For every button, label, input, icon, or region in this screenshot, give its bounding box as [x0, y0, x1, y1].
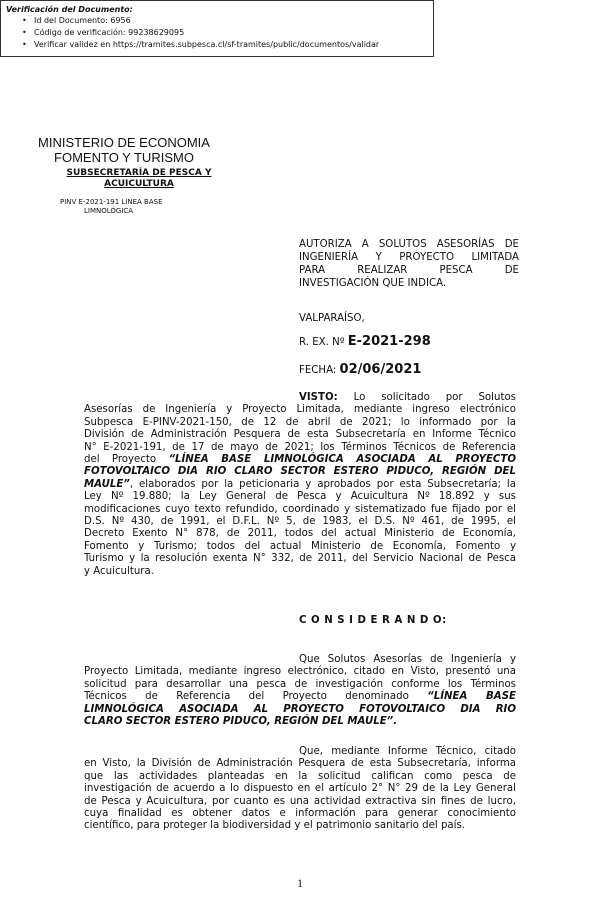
subject-line-1: AUTORIZA A SOLUTOS ASESORÍAS DE	[299, 239, 519, 250]
visto-paragraph	[84, 392, 516, 578]
considerando-line: Que Solutos Asesorías de Ingeniería y	[299, 654, 516, 665]
visto-line: MAULE”, elaborados por la peticionaria y aprobados por esta Subsecretaría; la	[84, 478, 516, 490]
resolution-label: R. EX. Nº	[299, 337, 345, 348]
ministry-line-2: FOMENTO Y TURISMO	[54, 150, 194, 165]
visto-line: y Acuicultura.	[84, 565, 154, 577]
reference-line-1: PINV E-2021-191 LÍNEA BASE	[60, 198, 163, 206]
verification-title: Verificación del Documento:	[6, 5, 133, 14]
considerando-heading: C O N S I D E R A N D O:	[299, 615, 447, 626]
date-value: 02/06/2021	[339, 362, 422, 377]
resolution-value: E-2021-298	[347, 334, 431, 349]
project-title: LIMNOLÓGICA ASOCIADA AL PROYECTO FOTOVOLTAICO DIA RIO	[84, 703, 516, 715]
visto-line: VISTO: Lo solicitado por Solutos	[299, 392, 516, 403]
page-number: 1	[297, 876, 303, 890]
visto-line: del Proyecto “LÍNEA BASE LIMNOLÓGICA ASOCIADA AL PROYECTO	[84, 454, 516, 466]
considerando-paragraph-2	[84, 746, 516, 833]
ministry-name	[24, 135, 224, 165]
subsecretaria-line-2: ACUICULTURA	[104, 179, 174, 189]
verification-url[interactable]: • Verificar validez en https://tramites.subpesca.cl/sf-tramites/public/documentos/validar	[22, 39, 379, 51]
visto-line: Decreto Exento N° 878, de 2011, todos del actual Ministerio de Economía,	[84, 528, 516, 540]
considerando-line: científico, para proteger la biodiversidad y el patrimonio sanitario del país.	[84, 820, 466, 832]
verification-list	[22, 15, 379, 51]
visto-line: Fomento y Turismo; todos del actual Ministerio de Economía, Fomento y	[84, 540, 516, 552]
project-title: CLARO SECTOR ESTERO PIDUCO, REGIÓN DEL MAULE”.	[84, 716, 398, 728]
subject-line-3: PARA REALIZAR PESCA DE	[299, 265, 519, 276]
verification-code: • Código de verificación: 99238629095	[22, 27, 379, 39]
visto-line: N° E-2021-191, de 17 de mayo de 2021; los Términos Técnicos de Referencia	[84, 441, 516, 453]
considerando-line: solicitud para desarrollar una pesca de investigación conforme los Términos	[84, 678, 516, 690]
considerando-line: investigación de acuerdo a lo dispuesto en el artículo 2° N° 29 de la Ley General	[84, 783, 516, 795]
considerando-line: Técnicos de Referencia del Proyecto denominado “LÍNEA BASE	[84, 691, 516, 703]
considerando-line: en Visto, la División de Administración Pesquera de esta Subsecretaría, informa	[84, 758, 516, 770]
considerando-paragraph-1	[84, 654, 516, 728]
subject-line-2: INGENIERÍA Y PROYECTO LIMITADA	[299, 252, 519, 263]
reference-line-2: LIMNOLÓGICA	[84, 207, 134, 215]
place: VALPARAÍSO,	[299, 313, 365, 324]
resolution-number	[299, 336, 431, 349]
project-title: “LÍNEA BASE	[427, 691, 516, 703]
considerando-line: de Pesca y Acuicultura, por cuanto es una actividad extractiva sin fines de lucro,	[84, 795, 516, 807]
subsecretaria-line-1: SUBSECRETARÍA DE PESCA Y	[66, 168, 212, 178]
resolution-date	[299, 364, 421, 377]
project-title: “LÍNEA BASE LIMNOLÓGICA ASOCIADA AL PROYECTO	[168, 454, 516, 466]
visto-line: Subpesca E-PINV-2021-150, de 12 de abril de 2021; lo informado por la	[84, 416, 516, 428]
visto-line: Asesorías de Ingeniería y Proyecto Limitada, mediante ingreso electrónico	[84, 404, 516, 416]
date-label: FECHA:	[299, 365, 337, 376]
visto-line: modificaciones cuyo texto refundido, coordinado y sistematizado fue fijado por el	[84, 503, 516, 515]
verification-document-id: • Id del Documento: 6956	[22, 15, 379, 27]
project-title: FOTOVOLTAICO DIA RIO CLARO SECTOR ESTERO PIDUCO, REGIÓN DEL	[84, 466, 516, 478]
reference-code	[60, 198, 240, 216]
visto-line: Ley Nº 19.880; la Ley General de Pesca y Acuicultura Nº 18.892 y sus	[84, 491, 516, 503]
subsecretaria-name	[44, 168, 234, 190]
considerando-line: cuya finalidad es obtener datos e información para generar conocimiento	[84, 808, 516, 820]
considerando-line: que las actividades planteadas en la solicitud califican como pesca de	[84, 770, 516, 782]
considerando-line: Proyecto Limitada, mediante ingreso electrónico, citado en Visto, presentó una	[84, 666, 516, 678]
verification-box	[0, 0, 434, 57]
considerando-line: Que, mediante Informe Técnico, citado	[299, 746, 516, 757]
subject-block	[299, 238, 519, 290]
project-title: MAULE”	[84, 478, 130, 490]
visto-line: D.S. Nº 430, de 1991, el D.F.L. Nº 5, de 1983, el D.S. Nº 461, de 1995, el	[84, 516, 516, 528]
subject-line-4: INVESTIGACIÓN QUE INDICA.	[299, 278, 447, 289]
ministry-line-1: MINISTERIO DE ECONOMIA	[38, 135, 210, 150]
visto-line: Turismo y la resolución exenta N° 332, de 2011, del Servicio Nacional de Pesca	[84, 553, 516, 565]
visto-label: VISTO:	[299, 392, 338, 403]
visto-line: División de Administración Pesquera de esta Subsecretaría en Informe Técnico	[84, 429, 516, 441]
